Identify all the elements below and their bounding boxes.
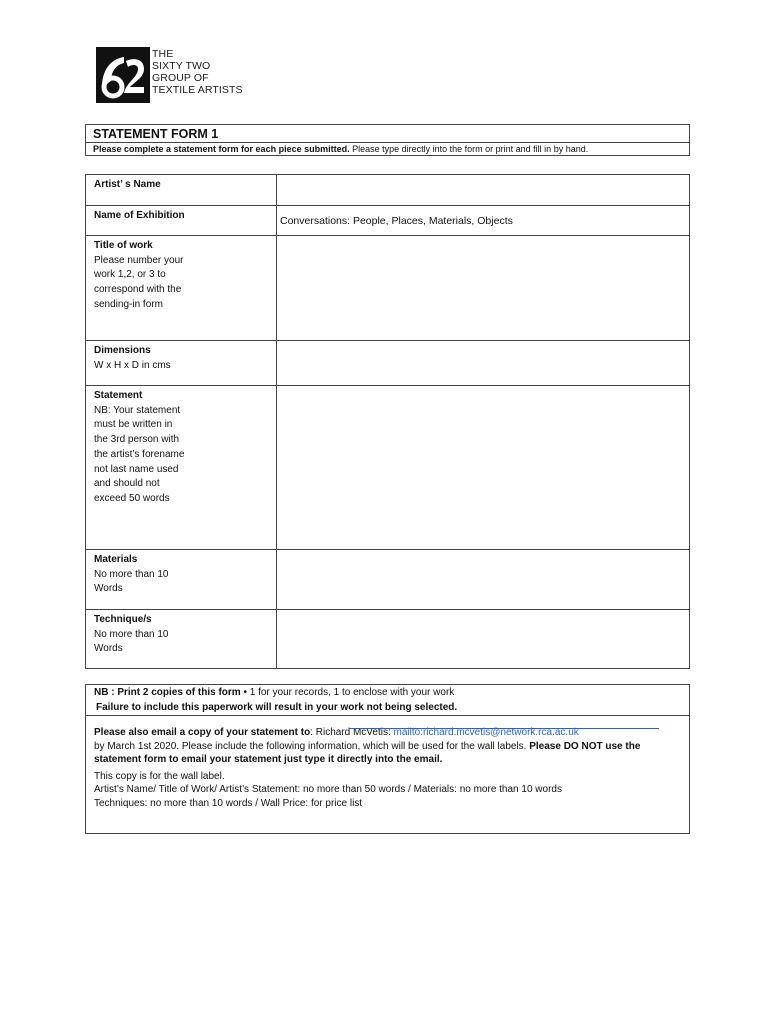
logo-line: SIXTY TWO	[152, 60, 211, 72]
copy-note: This copy is for the wall label.	[94, 770, 225, 782]
row-artist-name	[86, 175, 690, 206]
label-cell	[86, 341, 277, 386]
field-label: Title of work	[94, 240, 153, 251]
link-rule	[349, 728, 659, 729]
wall-label-paragraph	[94, 770, 683, 811]
email-name: : Richard McVetis:	[310, 727, 394, 738]
field-help: No more than 10 Words	[94, 568, 169, 595]
exhibition-name-field[interactable]	[277, 206, 690, 236]
logo-line: TEXTILE ARTISTS	[152, 84, 243, 96]
form-title: STATEMENT FORM 1	[93, 127, 219, 141]
email-paragraph	[94, 726, 683, 767]
notes-box	[85, 684, 690, 834]
failure-warning: Failure to include this paperwork will result in your work not being selected.	[96, 702, 458, 713]
deadline-text: by March 1st 2020. Please include the following information, which will be used for the wall labels.	[94, 740, 530, 752]
label-cell	[86, 610, 277, 669]
field-label: Artist’ s Name	[94, 179, 161, 190]
label-cell	[86, 175, 277, 206]
label-cell	[86, 206, 277, 236]
field-label: Name of Exhibition	[94, 210, 185, 221]
row-title-of-work	[86, 236, 690, 341]
row-materials	[86, 550, 690, 610]
row-techniques	[86, 610, 690, 669]
notes-header	[86, 685, 689, 716]
field-help: NB: Your statement must be written in the 3rd person with the artist’s forename not last name used and should not exceed 50 words	[94, 404, 185, 504]
dimensions-field[interactable]	[277, 341, 690, 386]
title-of-work-field[interactable]	[277, 236, 690, 341]
statement-form-table	[85, 174, 690, 669]
field-help: W x H x D in cms	[94, 359, 171, 371]
email-instructions	[94, 726, 683, 810]
label-cell	[86, 236, 277, 341]
instructions-bold: Please complete a statement form for each piece submitted.	[93, 144, 350, 154]
fields-line-1: Artist’s Name/ Title of Work/ Artist’s Statement: no more than 50 words / Materials: no more than 10 words	[94, 784, 562, 795]
header-divider	[86, 142, 689, 143]
field-label: Materials	[94, 554, 138, 565]
field-value: Conversations: People, Places, Materials, Objects	[280, 215, 513, 227]
artist-name-field[interactable]	[277, 175, 690, 206]
label-cell	[86, 386, 277, 550]
row-statement	[86, 386, 690, 550]
print-copies-note	[94, 687, 454, 698]
techniques-field[interactable]	[277, 610, 690, 669]
row-exhibition-name	[86, 206, 690, 236]
field-label: Statement	[94, 390, 143, 401]
group-logo	[96, 47, 276, 103]
email-link[interactable]: mailto:richard.mcvetis@network.rca.ac.uk	[393, 727, 579, 738]
label-cell	[86, 550, 277, 610]
form-header	[85, 124, 690, 156]
sixty-two-logo-mark	[96, 47, 150, 103]
logo-wordmark	[152, 48, 243, 96]
logo-line: THE	[152, 48, 174, 60]
field-label: Technique/s	[94, 614, 152, 625]
statement-field[interactable]	[277, 386, 690, 550]
print-copies-bold: NB : Print 2 copies of this form	[94, 687, 241, 698]
fields-line-2: Techniques: no more than 10 words / Wall Price: for price list	[94, 797, 363, 809]
instructions-rest: Please type directly into the form or print and fill in by hand.	[349, 144, 589, 154]
materials-field[interactable]	[277, 550, 690, 610]
field-help: Please number your work 1,2, or 3 to correspond with the sending-in form	[94, 254, 184, 310]
deadline-bold: Please DO NOT use the statement form to email your statement just type it directly into the email.	[94, 740, 641, 765]
email-bold: Please also email a copy of your statement to	[94, 727, 311, 738]
row-dimensions	[86, 341, 690, 386]
field-help: No more than 10 Words	[94, 628, 169, 655]
print-copies-rest: • 1 for your records, 1 to enclose with your work	[240, 687, 455, 698]
field-label: Dimensions	[94, 345, 151, 356]
logo-line: GROUP OF	[152, 72, 209, 84]
form-instructions	[93, 144, 588, 154]
